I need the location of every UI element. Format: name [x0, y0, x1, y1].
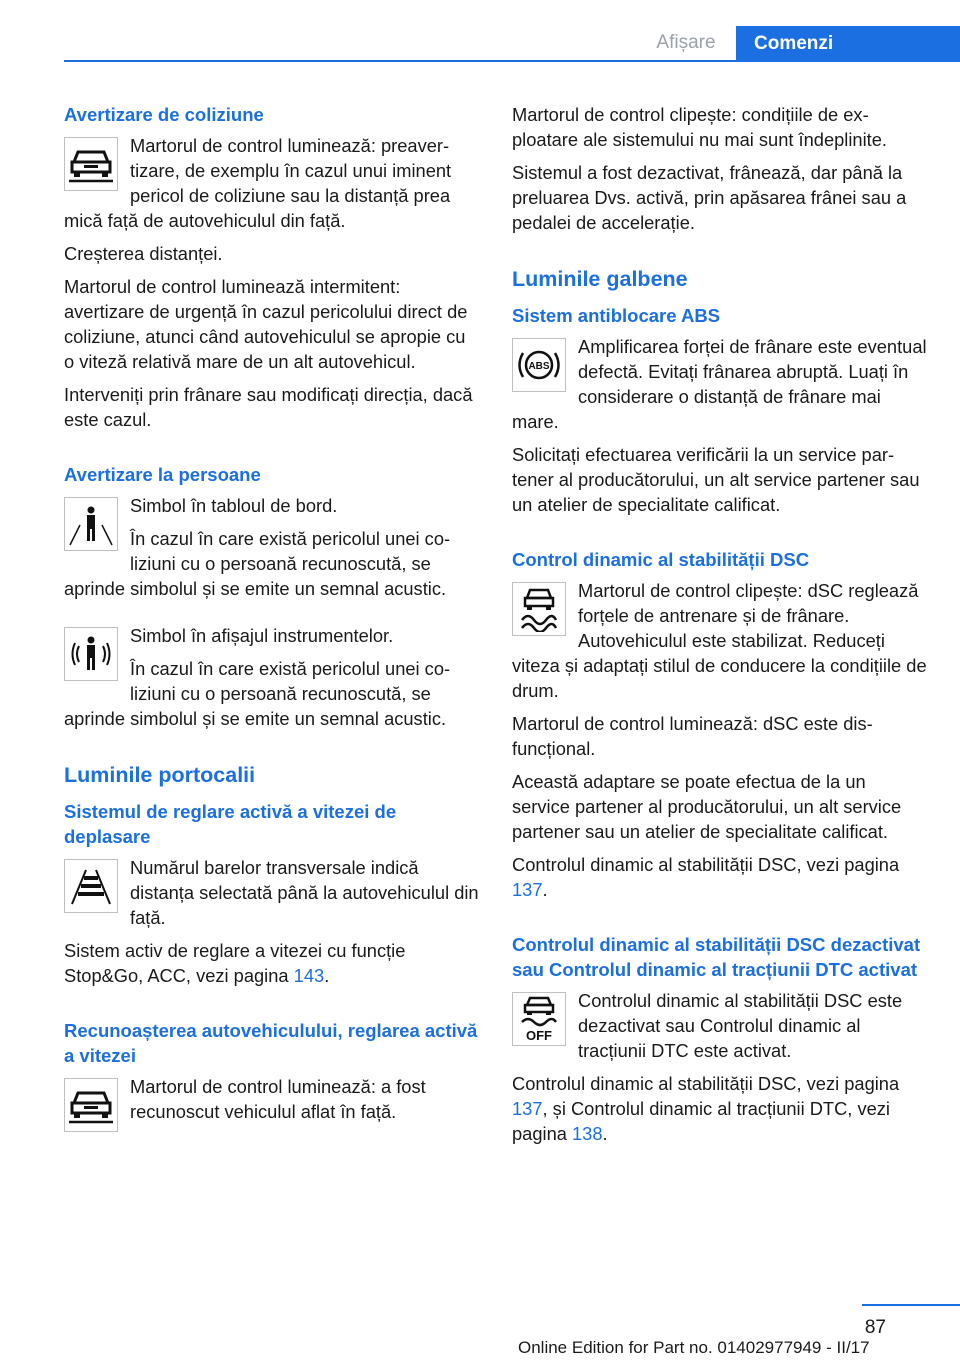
tab-display[interactable]: Afișare: [656, 32, 716, 53]
paragraph: Controlul dinamic al stabilității DSC este dezactivat sau Controlul dinamic al tracțiunii DTC este activat.: [578, 990, 903, 1061]
paragraph: Sistem activ de reglare a vitezei cu funcție Stop&Go, ACC, vezi pagina 143.: [64, 940, 406, 986]
left-column: [64, 102, 480, 1134]
dsc-icon: [512, 582, 566, 636]
page-link[interactable]: 138: [571, 1123, 603, 1144]
paragraph: Controlul dinamic al stabilității DSC, vezi pagina 137, și Controlul dinamic al tracțiunii DTC, vezi pagina 138.: [512, 1073, 900, 1144]
paragraph: Sistemul a fost dezactivat, frânează, dar până la preluarea Dvs. activă, prin apăsarea frânei sau a pedalei de accelerație.: [512, 162, 907, 233]
paragraph: Martorul de control clipește: dSC reglează forțele de antrenare și de frânare. Autovehiculul este stabilizat. Reduceți viteza și adaptați stilul de conducere la condițiile de drum.: [512, 580, 927, 701]
paragraph: Amplificarea forței de frânare este eventual defectă. Evitați frânarea abruptă. Luați în considerare o distanță de frânare mai mare.: [512, 336, 927, 432]
car-front-icon: [64, 1078, 118, 1132]
paragraph: Simbol în tabloul de bord.: [130, 495, 338, 516]
edition-note: Online Edition for Part no. 01402977949 - II/17: [518, 1338, 870, 1357]
paragraph: Numărul barelor transversale indică distanța selectată până la autovehiculul din față.: [130, 857, 479, 928]
dsc-off-icon: [512, 992, 566, 1046]
section-heading-yellow-lights: Luminile galbene: [512, 267, 688, 291]
pedestrian-sound-icon: [64, 627, 118, 681]
paragraph: Simbol în afișajul instrumentelor.: [130, 625, 394, 646]
paragraph: Solicitați efectuarea verificării la un service partener al producătorului, un alt service partener sau un atelier de specialitate calificat.: [512, 444, 920, 515]
paragraph: Martorul de control luminează: preavertizare, de exemplu în cazul unui iminent pericol de coliziune sau la distanță prea mică față de autovehiculul din față.: [64, 135, 452, 231]
abs-icon: [512, 338, 566, 392]
section-title-acc: Sistemul de reglare activă a vitezei de deplasare: [64, 801, 397, 847]
page-link[interactable]: 137: [512, 1098, 543, 1119]
paragraph: Controlul dinamic al stabilității DSC, vezi pagina 137.: [512, 854, 900, 900]
section-title-collision-warning: Avertizare de coliziune: [64, 104, 264, 125]
right-column: [512, 102, 928, 1154]
paragraph: Martorul de control luminează: dSC este disfuncțional.: [512, 713, 873, 759]
page-link[interactable]: 143: [293, 965, 325, 986]
section-heading-orange-lights: Luminile portocalii: [64, 763, 256, 787]
car-front-icon: [64, 137, 118, 191]
abs-label: ABS: [528, 361, 550, 372]
paragraph: În cazul în care există pericolul unei coliziuni cu o persoană recunoscută, se aprinde simbolul și se emite un semnal acustic.: [64, 528, 451, 599]
pedestrian-warning-icon: [64, 497, 118, 551]
distance-bars-icon: [64, 859, 118, 913]
section-title-dsc-off: Controlul dinamic al stabilității DSC dezactivat sau Controlul dinamic al tracțiunii DTC activat: [512, 934, 921, 980]
section-title-dsc: Control dinamic al stabilității DSC: [512, 549, 810, 570]
page-link[interactable]: 137: [512, 879, 543, 900]
header-divider: [64, 60, 736, 62]
paragraph: Martorul de control clipește: condițiile de exploatare ale sistemului nu mai sunt îndeplinite.: [512, 104, 887, 150]
paragraph: Creșterea distanței.: [64, 243, 223, 264]
section-title-abs: Sistem antiblocare ABS: [512, 305, 721, 326]
paragraph: Martorul de control luminează intermitent: avertizare de urgență în cazul pericolului direct de coliziune, atunci când autovehiculul se apropie cu o viteză relativă mare de un alt autovehicul.: [64, 276, 468, 372]
paragraph: Martorul de control luminează: a fost recunoscut vehiculul aflat în față.: [130, 1076, 426, 1122]
paragraph: Interveniți prin frânare sau modificați direcția, dacă este cazul.: [64, 384, 473, 430]
footer-divider: [862, 1304, 960, 1306]
off-label: OFF: [526, 1028, 552, 1043]
page-number: 87: [864, 1317, 886, 1338]
section-title-pedestrian-warning: Avertizare la persoane: [64, 464, 261, 485]
tab-commands[interactable]: Comenzi: [736, 26, 960, 62]
section-title-vehicle-detection: Recunoașterea autovehiculului, reglarea activă a vitezei: [64, 1020, 478, 1066]
paragraph: În cazul în care există pericolul unei coliziuni cu o persoană recunoscută, se aprinde simbolul și se emite un semnal acustic.: [64, 658, 451, 729]
paragraph: Această adaptare se poate efectua de la un service partener al producătorului, un alt service partener sau un atelier de specialitate calificat.: [512, 771, 902, 842]
page-header: [0, 0, 960, 62]
